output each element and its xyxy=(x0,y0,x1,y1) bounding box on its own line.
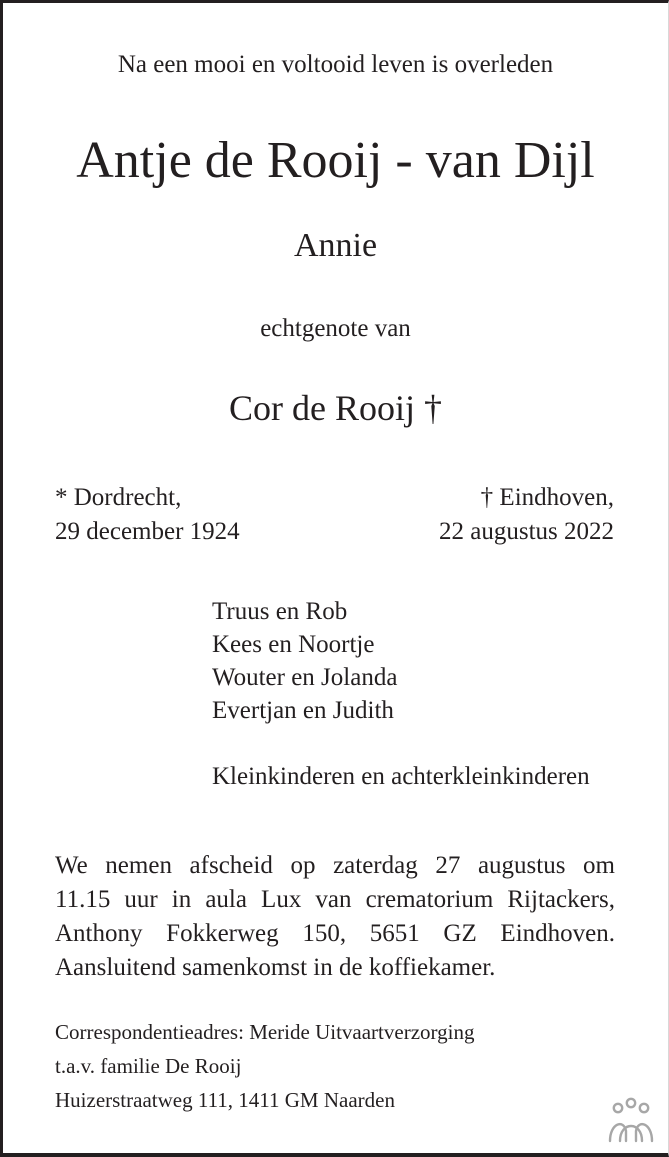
spouse-name: Cor de Rooij † xyxy=(229,388,442,428)
correspondence-address xyxy=(55,1015,474,1117)
ceremony-line: Aansluitend samenkomst in de koffiekamer. xyxy=(55,954,496,981)
family-list xyxy=(212,595,397,727)
birth-info xyxy=(55,481,240,549)
family-member: Evertjan en Judith xyxy=(212,697,394,724)
nickname: Annie xyxy=(293,227,378,264)
correspondence-line: t.a.v. familie De Rooij xyxy=(55,1054,242,1078)
grandchildren: Kleinkinderen en achterkleinkinderen xyxy=(212,763,590,790)
birth-place: * Dordrecht, xyxy=(55,484,182,511)
ceremony-line: We nemen afscheid op zaterdag 27 augustus om xyxy=(55,852,615,879)
people-group-icon xyxy=(606,1097,656,1143)
correspondence-line: Huizerstraatweg 111, 1411 GM Naarden xyxy=(55,1088,395,1112)
ceremony-details xyxy=(55,849,615,985)
family-member: Wouter en Jolanda xyxy=(212,664,398,691)
death-info xyxy=(439,481,614,549)
death-date: 22 augustus 2022 xyxy=(439,518,614,545)
intro-text: Na een mooi en voltooid leven is overleden xyxy=(117,51,554,78)
spouse-label: echtgenote van xyxy=(260,315,411,342)
ceremony-line: Anthony Fokkerweg 150, 5651 GZ Eindhoven. xyxy=(55,920,615,947)
family-member: Kees en Noortje xyxy=(212,631,375,658)
birth-date: 29 december 1924 xyxy=(55,518,240,545)
death-place: † Eindhoven, xyxy=(480,484,614,511)
deceased-name: Antje de Rooij - van Dijl xyxy=(76,132,595,189)
ceremony-line: 11.15 uur in aula Lux van crematorium Rijtackers, xyxy=(55,886,615,913)
correspondence-line: Correspondentieadres: Meride Uitvaartverzorging xyxy=(55,1020,475,1044)
family-member: Truus en Rob xyxy=(212,598,348,625)
